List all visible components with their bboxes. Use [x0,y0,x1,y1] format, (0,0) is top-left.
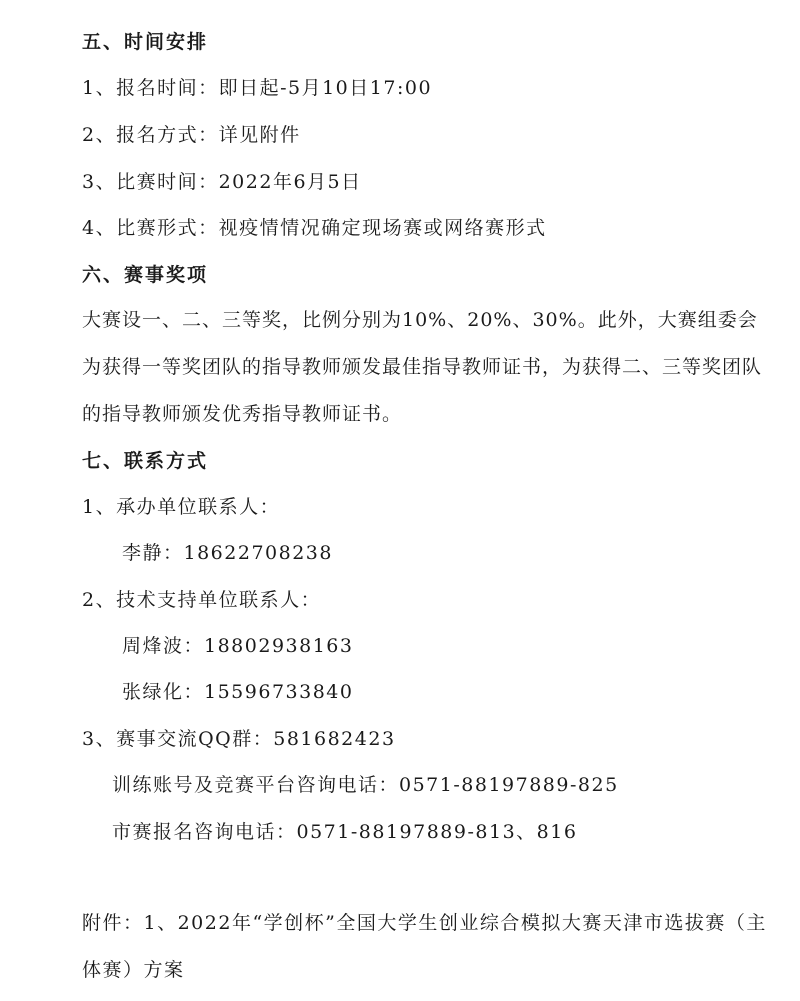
contact-person-zhang-lvhua: 张绿化：15596733840 [122,681,354,703]
contact-item-tech-support: 2、技术支持单位联系人： [82,589,322,611]
section-5-heading: 五、时间安排 [82,31,209,53]
attachment-line-2: 体赛）方案 [82,959,185,981]
schedule-item-competition-format: 4、比赛形式：视疫情情况确定现场赛或网络赛形式 [82,217,547,239]
section-7-heading: 七、联系方式 [82,450,209,472]
training-platform-phone: 训练账号及竞赛平台咨询电话：0571-88197889-825 [112,774,619,796]
attachment-line-1: 附件：1、2022年“学创杯”全国大学生创业综合模拟大赛天津市选拔赛（主 [82,912,767,934]
section-6-heading: 六、赛事奖项 [82,264,209,286]
registration-phone: 市赛报名咨询电话：0571-88197889-813、816 [112,821,578,843]
contact-person-zhou-fengbo: 周烽波：18802938163 [122,635,354,657]
awards-paragraph: 大赛设一、二、三等奖，比例分别为10%、20%、30%。此外，大赛组委会为获得一等奖团队的指导教师颁发最佳指导教师证书，为获得二、三等奖团队的指导教师颁发优秀指导教师证书。 [82,309,763,425]
contact-item-qq-group: 3、赛事交流QQ群：581682423 [82,728,396,750]
schedule-item-registration-time: 1、报名时间：即日起-5月10日17:00 [82,77,433,99]
schedule-item-competition-time: 3、比赛时间：2022年6月5日 [82,171,362,193]
schedule-item-registration-method: 2、报名方式：详见附件 [82,124,301,146]
contact-person-li-jing: 李静：18622708238 [122,542,333,564]
contact-item-organizer: 1、承办单位联系人： [82,496,281,518]
